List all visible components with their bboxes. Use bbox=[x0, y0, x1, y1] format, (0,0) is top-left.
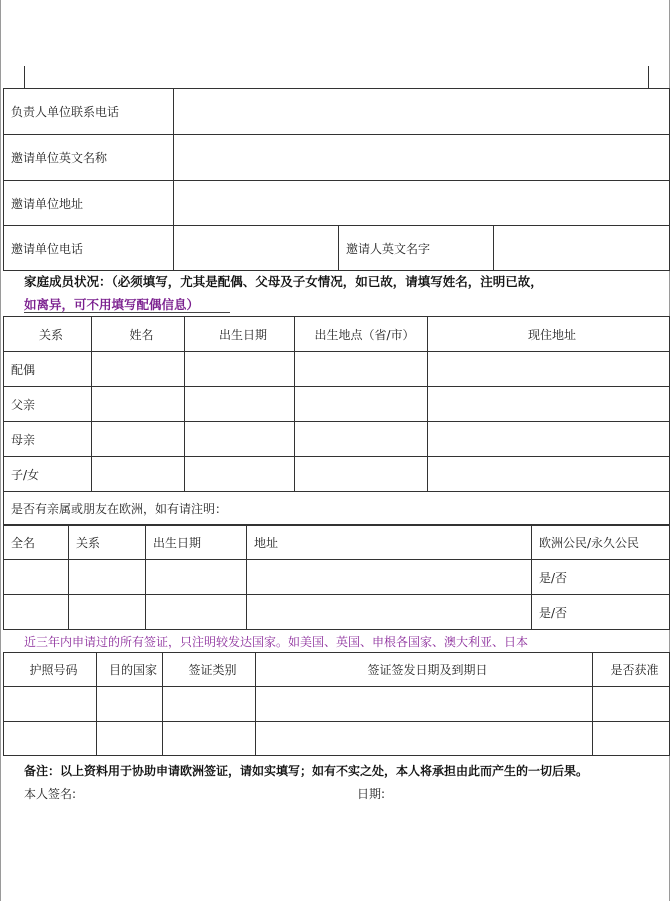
inviter-english-name-label: 邀请单位英文名称 bbox=[4, 135, 174, 181]
family-header-relation: 关系 bbox=[4, 317, 92, 352]
page-left-edge bbox=[0, 0, 1, 901]
inviter-english-name-field[interactable] bbox=[174, 135, 670, 181]
visa-cell[interactable] bbox=[4, 687, 97, 722]
relatives-header-fullname: 全名 bbox=[4, 525, 69, 560]
header-tick-right bbox=[648, 66, 649, 88]
inviter-address-label: 邀请单位地址 bbox=[4, 181, 174, 226]
table-row bbox=[4, 457, 670, 492]
relatives-cell[interactable] bbox=[69, 560, 146, 595]
header-tick-left bbox=[24, 66, 25, 88]
table-row bbox=[4, 135, 670, 181]
inviter-table bbox=[3, 88, 670, 271]
family-header-birthdate: 出生日期 bbox=[185, 317, 295, 352]
relatives-header-birthdate: 出生日期 bbox=[146, 525, 247, 560]
family-cell[interactable] bbox=[428, 352, 670, 387]
relatives-cell[interactable] bbox=[69, 595, 146, 630]
family-row-spouse: 配偶 bbox=[4, 352, 92, 387]
family-cell[interactable] bbox=[185, 387, 295, 422]
inviter-tel-label: 邀请单位电话 bbox=[4, 226, 174, 271]
visa-header-dates: 签证签发日期及到期日 bbox=[256, 653, 593, 687]
visa-cell[interactable] bbox=[97, 722, 163, 756]
visa-cell[interactable] bbox=[593, 687, 670, 722]
visa-cell[interactable] bbox=[97, 687, 163, 722]
visa-note: 近三年内申请过的所有签证，只注明较发达国家。如美国、英国、申根各国家、澳大利亚、日本 bbox=[24, 635, 529, 649]
table-row bbox=[4, 317, 670, 352]
visa-cell[interactable] bbox=[163, 687, 256, 722]
inviter-person-name-label: 邀请人英文名字 bbox=[339, 226, 494, 271]
inviter-tel-field[interactable] bbox=[174, 226, 339, 271]
relatives-cell[interactable] bbox=[4, 560, 69, 595]
family-cell[interactable] bbox=[185, 422, 295, 457]
table-row bbox=[4, 89, 670, 135]
relatives-header-status: 欧洲公民/永久公民 bbox=[532, 525, 670, 560]
table-row bbox=[4, 595, 670, 630]
date-label: 日期: bbox=[357, 787, 386, 801]
table-row bbox=[4, 352, 670, 387]
inviter-phone-label: 负责人单位联系电话 bbox=[4, 89, 174, 135]
family-cell[interactable] bbox=[185, 457, 295, 492]
family-cell[interactable] bbox=[295, 352, 428, 387]
family-cell[interactable] bbox=[295, 457, 428, 492]
inviter-address-field[interactable] bbox=[174, 181, 670, 226]
family-cell[interactable] bbox=[428, 387, 670, 422]
family-header-birthplace: 出生地点（省/市） bbox=[295, 317, 428, 352]
visa-header-type: 签证类别 bbox=[163, 653, 256, 687]
family-cell[interactable] bbox=[92, 352, 185, 387]
family-table bbox=[3, 316, 670, 526]
table-row bbox=[4, 653, 670, 687]
family-cell[interactable] bbox=[92, 422, 185, 457]
relatives-header-relation: 关系 bbox=[69, 525, 146, 560]
table-row bbox=[4, 226, 670, 271]
family-cell[interactable] bbox=[295, 422, 428, 457]
table-row bbox=[4, 525, 670, 560]
relatives-cell[interactable] bbox=[146, 595, 247, 630]
visa-cell[interactable] bbox=[256, 722, 593, 756]
table-row bbox=[4, 687, 670, 722]
visa-cell[interactable] bbox=[163, 722, 256, 756]
relatives-question: 是否有亲属或朋友在欧洲，如有请注明： bbox=[4, 492, 670, 526]
relatives-cell[interactable] bbox=[247, 560, 532, 595]
relatives-status-2[interactable]: 是/否 bbox=[532, 595, 670, 630]
visa-header-approved: 是否获准 bbox=[593, 653, 670, 687]
visa-header-passport: 护照号码 bbox=[4, 653, 97, 687]
visa-cell[interactable] bbox=[256, 687, 593, 722]
family-row-child: 子/女 bbox=[4, 457, 92, 492]
family-cell[interactable] bbox=[428, 457, 670, 492]
table-row bbox=[4, 722, 670, 756]
table-row bbox=[4, 181, 670, 226]
relatives-cell[interactable] bbox=[247, 595, 532, 630]
inviter-person-name-field[interactable] bbox=[494, 226, 670, 271]
table-row bbox=[4, 492, 670, 526]
family-header-address: 现住地址 bbox=[428, 317, 670, 352]
relatives-status-1[interactable]: 是/否 bbox=[532, 560, 670, 595]
table-row bbox=[4, 387, 670, 422]
family-note-line1: 家庭成员状况：（必须填写，尤其是配偶、父母及子女情况，如已故，请填写姓名，注明已故， bbox=[24, 274, 543, 289]
family-note-underline bbox=[24, 312, 230, 313]
inviter-phone-field[interactable] bbox=[174, 89, 670, 135]
visa-table bbox=[3, 652, 670, 756]
visa-cell[interactable] bbox=[4, 722, 97, 756]
family-cell[interactable] bbox=[428, 422, 670, 457]
table-row bbox=[4, 560, 670, 595]
family-row-father: 父亲 bbox=[4, 387, 92, 422]
relatives-table bbox=[3, 524, 670, 630]
family-row-mother: 母亲 bbox=[4, 422, 92, 457]
family-cell[interactable] bbox=[185, 352, 295, 387]
remarks: 备注：以上资料用于协助申请欧洲签证，请如实填写；如有不实之处，本人将承担由此而产生的一切后果。 bbox=[24, 764, 589, 778]
visa-header-country: 目的国家 bbox=[97, 653, 163, 687]
family-cell[interactable] bbox=[92, 387, 185, 422]
family-header-name: 姓名 bbox=[92, 317, 185, 352]
relatives-cell[interactable] bbox=[146, 560, 247, 595]
family-note-line2: 如离异，可不用填写配偶信息） bbox=[24, 297, 200, 312]
family-cell[interactable] bbox=[295, 387, 428, 422]
visa-cell[interactable] bbox=[593, 722, 670, 756]
signature-label: 本人签名: bbox=[24, 787, 77, 801]
family-cell[interactable] bbox=[92, 457, 185, 492]
relatives-cell[interactable] bbox=[4, 595, 69, 630]
table-row bbox=[4, 422, 670, 457]
relatives-header-address: 地址 bbox=[247, 525, 532, 560]
